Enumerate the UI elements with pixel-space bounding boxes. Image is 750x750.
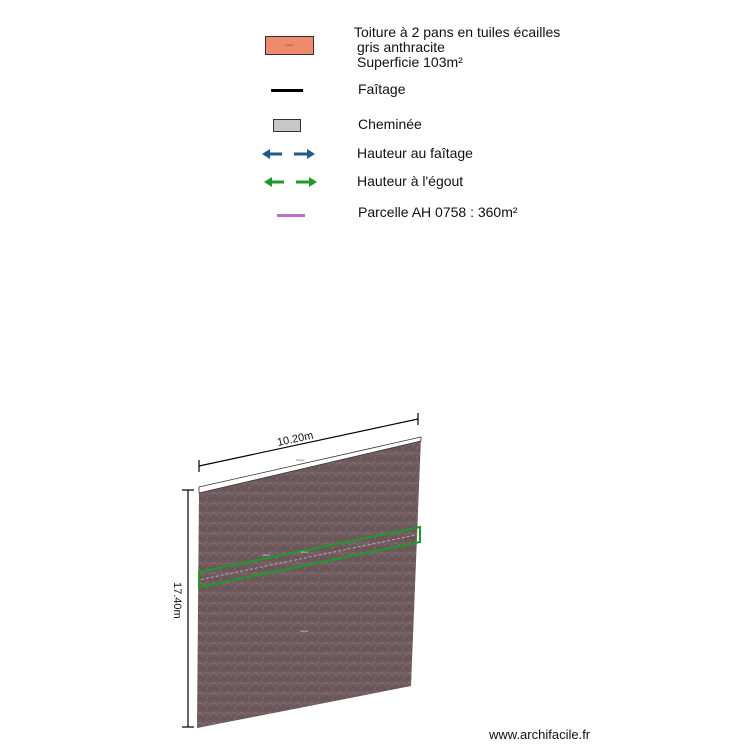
height-dimension-label: 17.40m: [171, 582, 183, 619]
legend-roof-line1: Toiture à 2 pans en tuiles écailles: [354, 24, 561, 40]
top-strip-label: toiture: [296, 458, 305, 462]
upper-slope-label: toiture: [262, 553, 271, 557]
ridge-label: toiture: [300, 550, 309, 554]
legend-ridge-label: Faîtage: [358, 81, 406, 97]
legend-chimney-label: Cheminée: [358, 116, 422, 132]
roof-swatch-label: toiture: [285, 43, 294, 47]
legend-roof-line3: Superficie 103m²: [357, 54, 463, 70]
watermark: www.archifacile.fr: [489, 727, 591, 742]
legend-roof-line2: gris anthracite: [357, 39, 445, 55]
width-dimension-label: 10.20m: [276, 429, 315, 449]
legend-parcel-label: Parcelle AH 0758 : 360m²: [358, 204, 518, 220]
legend-eave-height-label: Hauteur à l'égout: [357, 173, 464, 189]
lower-slope-label: toiture: [300, 629, 309, 633]
legend-ridge-height-label: Hauteur au faîtage: [357, 145, 473, 161]
